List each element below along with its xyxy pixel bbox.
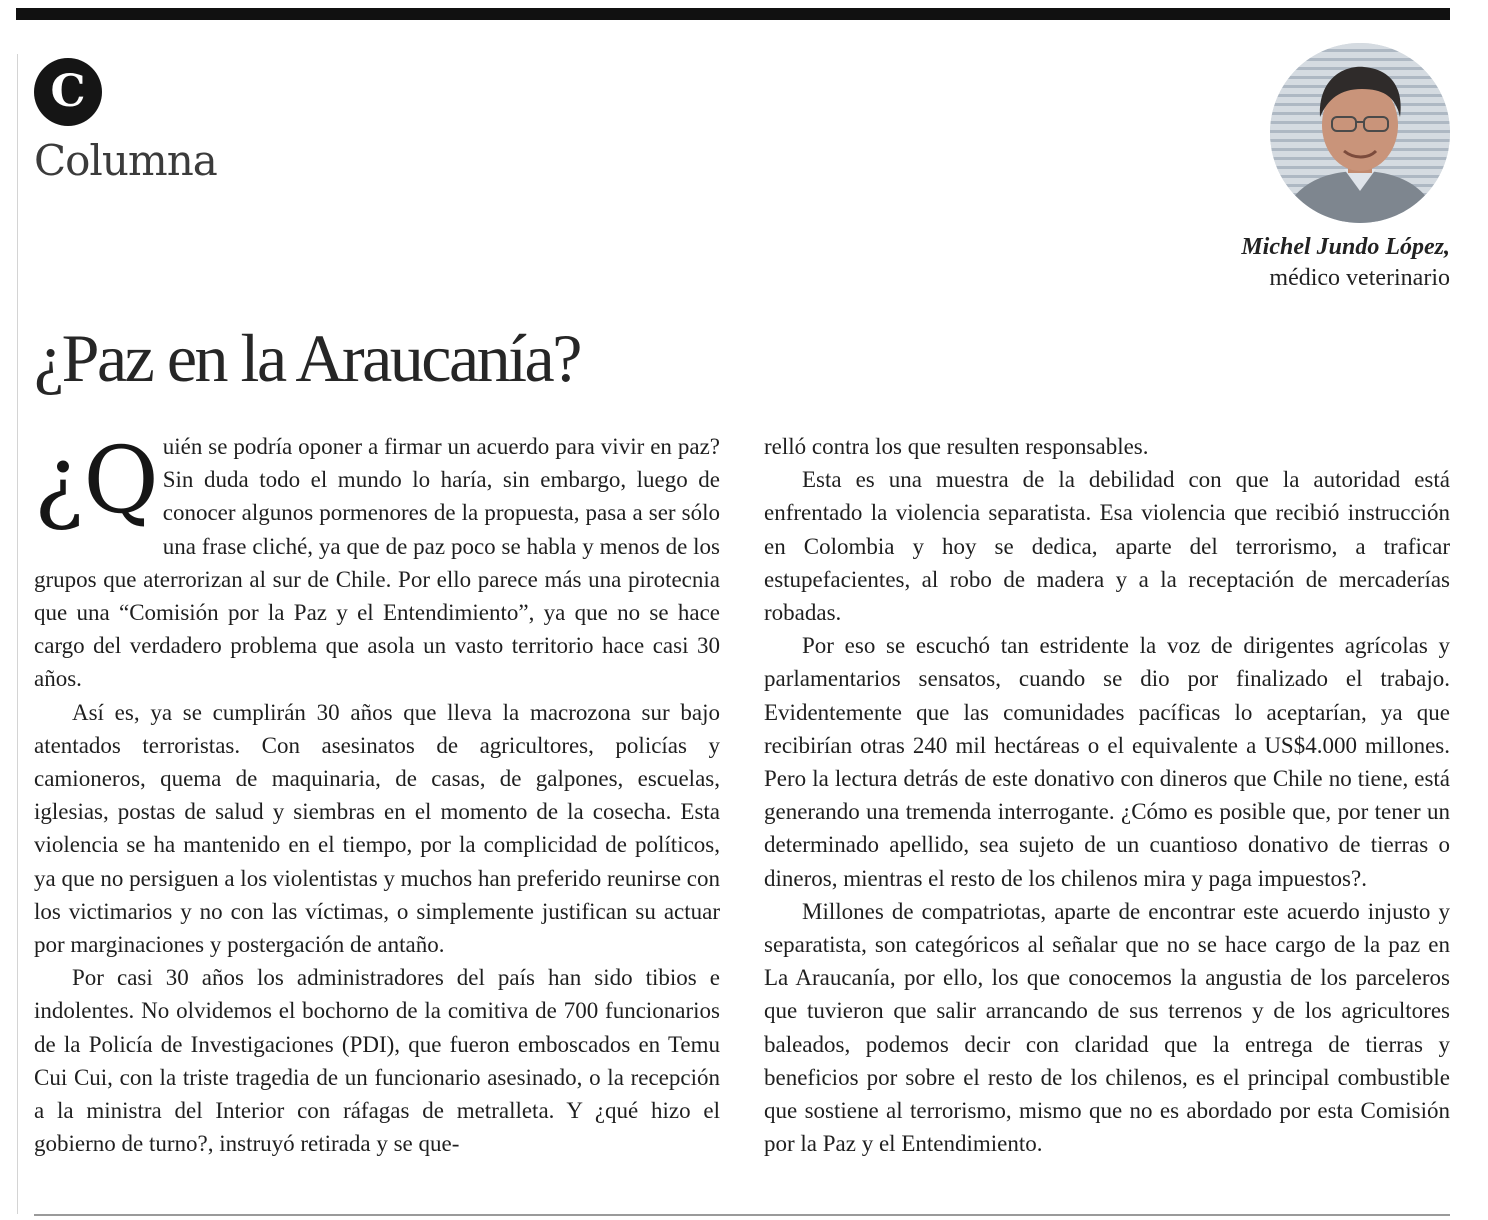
section-label: Columna xyxy=(34,136,217,185)
paragraph-text: uién se podría oponer a firmar un acuerdo para vivir en paz? Sin duda todo el mundo lo haría, sin embargo, luego de conocer algunos pormenores de la propuesta, pasa a ser sólo una frase cliché, ya que de paz poco se habla y menos de los grupos que aterrorizan al sur de Chile. Por ello parece más una pirotecnia que una “Comisión por la Paz y el Entendimiento”, ya que no se hace cargo del verdadero problema que asola un vasto territorio hace casi 30 años. xyxy=(34,434,720,692)
article-paragraph: Por casi 30 años los administradores del país han sido tibios e indolentes. No olvidemos el bochorno de la comitiva de 700 funcionarios de la Policía de Investigaciones (PDI), que fueron emboscados en Temu Cui Cui, con la triste tragedia de un funcionario asesinado, o la recepción a la ministra del Interior con ráfagas de metralleta. Y ¿qué hizo el gobierno de turno?, instruyó retirada y se que- xyxy=(34,965,720,1157)
article-paragraph: Por eso se escuchó tan estridente la voz de dirigentes agrícolas y parlamentarios sensatos, cuando se dio por finalizado el trabajo. Evidentemente que las comunidades pacíficas lo aceptarían, ya que recibirían otras 240 mil hectáreas o el equivalente a US$4.000 millones. Pero la lectura detrás de este donativo con dineros que Chile no tiene, está generando una tremenda interrogante. ¿Cómo es posible que, por tener un determinado apellido, sea sujeto de un cuantioso donativo de tierras o dineros, mientras el resto de los chilenos mira y paga impuestos?. xyxy=(764,633,1450,891)
top-rule xyxy=(16,8,1450,20)
article-headline: ¿Paz en la Araucanía? xyxy=(34,320,580,396)
article-paragraph: Millones de compatriotas, aparte de encontrar este acuerdo injusto y separatista, son categóricos al señalar que no se hace cargo de la paz en La Araucanía, por ello, los que conocemos la angustia de los parceleros que tuvieron que salir arrancando de sus terrenos y de los agricultores baleados, podemos decir con claridad que la entrega de tierras y beneficios por sobre el resto de los chilenos, es el principal combustible que sostiene al terrorismo, mismo que no es abordado por esta Comisión por la Paz y el Entendimiento. xyxy=(764,898,1450,1157)
author-photo xyxy=(1270,43,1450,223)
article-column-right xyxy=(764,430,1450,1160)
article-paragraph xyxy=(34,427,720,696)
bottom-rule xyxy=(34,1214,1450,1216)
author-portrait-icon xyxy=(1270,43,1450,223)
author-name: Michel Jundo López, xyxy=(1241,234,1450,260)
article-paragraph: relló contra los que resulten responsables. xyxy=(764,434,1149,459)
article-paragraph: Esta es una muestra de la debilidad con que la autoridad está enfrentado la violencia separatista. Esa violencia que recibió instrucción en Colombia y hoy se dedica, aparte del terrorismo, a traficar estupefacientes, al robo de madera y a la receptación de mercaderías robadas. xyxy=(764,467,1450,626)
section-badge-letter: C xyxy=(50,66,86,117)
article-paragraph: Así es, ya se cumplirán 30 años que lleva la macrozona sur bajo atentados terroristas. Con asesinatos de agricultores, policías y camioneros, quema de maquinaria, de casas, de galpones, escuelas, iglesias, postas de salud y siembras en el momento de la cosecha. Esta violencia se ha mantenido en el tiempo, por la complicidad de políticos, ya que no persiguen a los violentistas y muchos han preferido reunirse con los victimarios y no con las víctimas, o simplemente justifican su actuar por marginaciones y postergación de antaño. xyxy=(34,699,720,958)
section-badge xyxy=(34,58,102,126)
drop-cap: ¿Q xyxy=(34,427,159,534)
article-column-left xyxy=(34,427,720,1160)
author-role: médico veterinario xyxy=(1269,265,1450,291)
left-margin-rule xyxy=(17,54,18,1214)
